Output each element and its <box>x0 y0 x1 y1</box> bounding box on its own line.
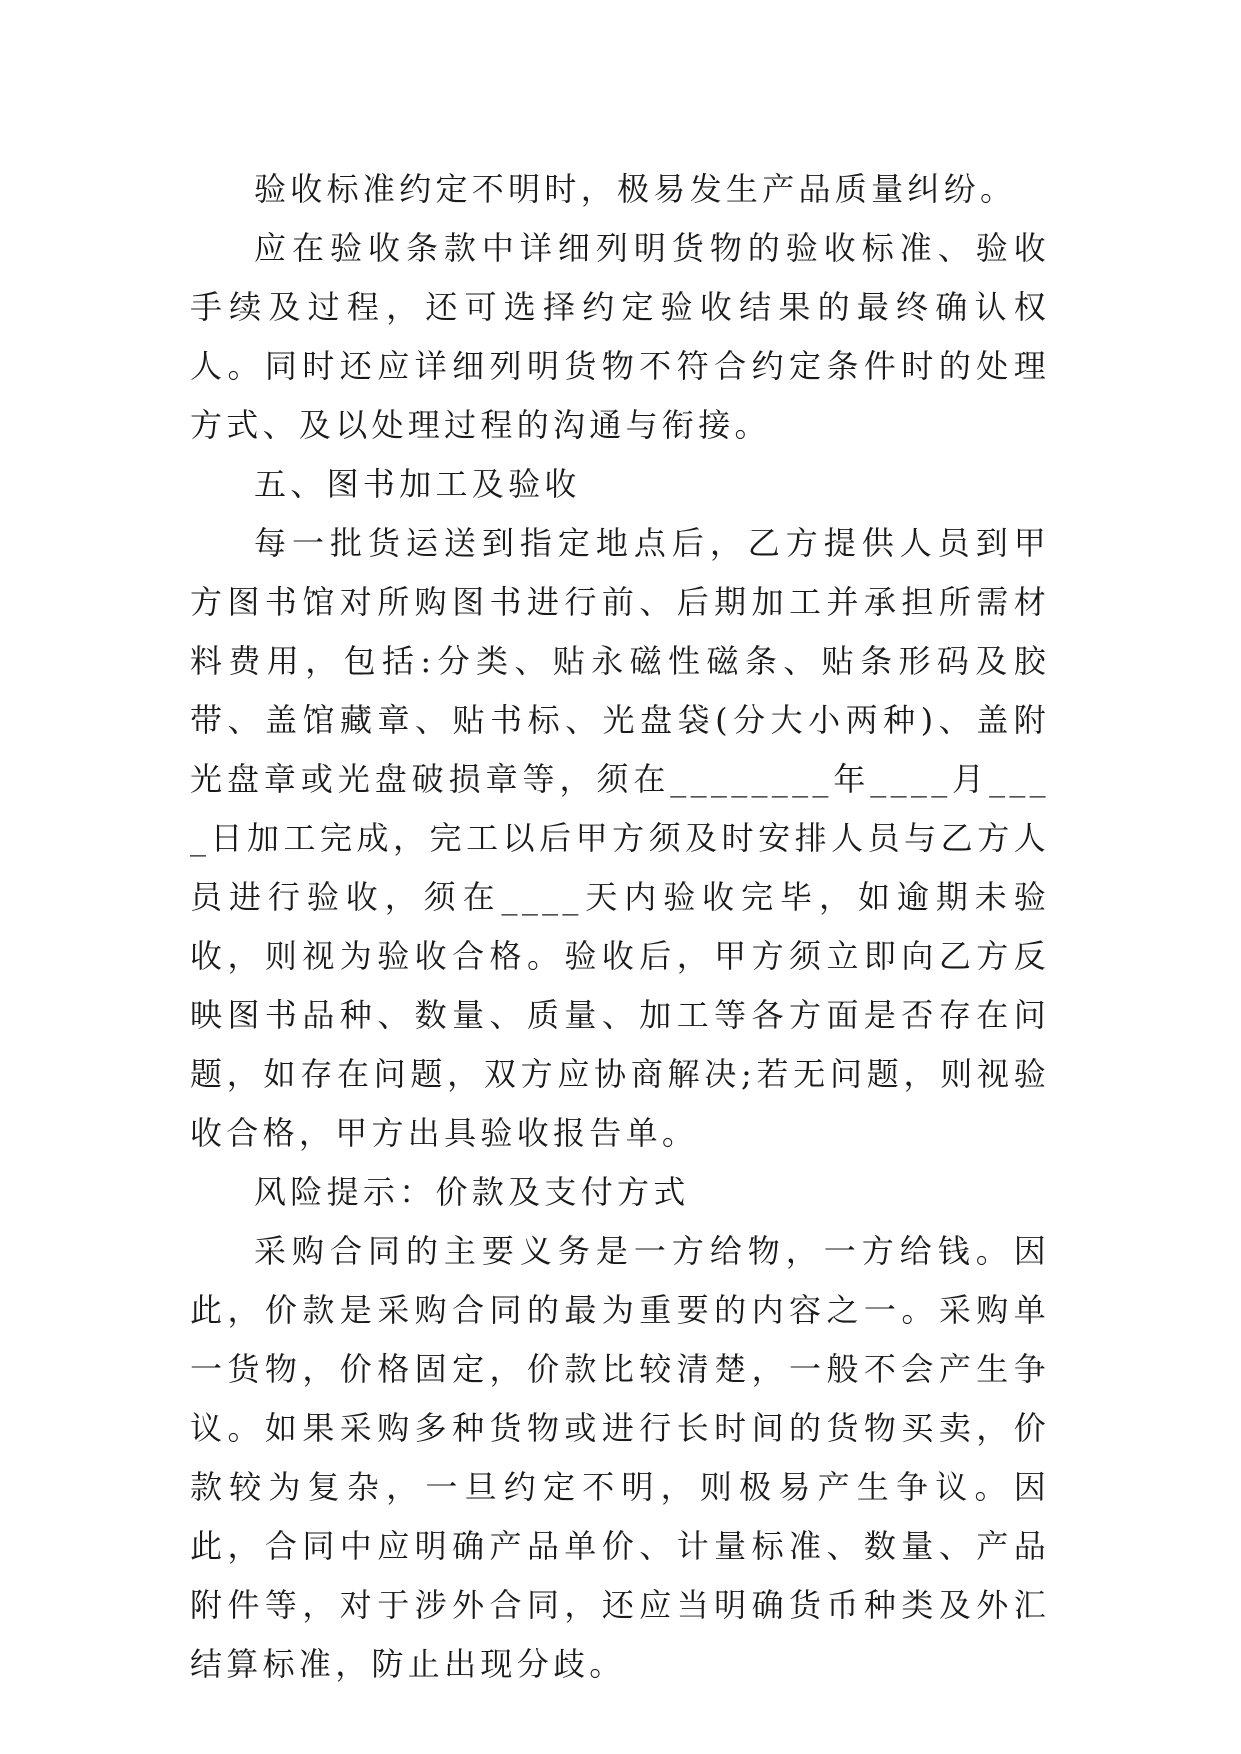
paragraph-acceptance-clause: 应在验收条款中详细列明货物的验收标准、验收手续及过程，还可选择约定验收结果的最终确认权人。同时还应详细列明货物不符合约定条件时的处理方式、及以处理过程的沟通与衔接。 <box>190 229 1050 444</box>
document-body <box>190 160 1050 1694</box>
section-heading-risk-payment: 风险提示：价款及支付方式 <box>254 1173 690 1211</box>
paragraph-acceptance-standard: 验收标准约定不明时，极易发生产品质量纠纷。 <box>254 170 1017 208</box>
paragraph-payment-terms: 采购合同的主要义务是一方给物，一方给钱。因此，价款是采购合同的最为重要的内容之一。采购单一货物，价格固定，价款比较清楚，一般不会产生争议。如果采购多种货物或进行长时间的货物买卖，价款较为复杂，一旦约定不明，则极易产生争议。因此，合同中应明确产品单价、计量标准、数量、产品附件等，对于涉外合同，还应当明确货币种类及外汇结算标准，防止出现分歧。 <box>190 1232 1050 1683</box>
paragraph-book-processing: 每一批货运送到指定地点后，乙方提供人员到甲方图书馆对所购图书进行前、后期加工并承担所需材料费用，包括:分类、贴永磁性磁条、贴条形码及胶带、盖馆藏章、贴书标、光盘袋(分大小两种)、盖附光盘章或光盘破损章等，须在________年____月____日加工完成，完工以后甲方须及时安排人员与乙方人员进行验收，须在____天内验收完毕，如逾期未验收，则视为验收合格。验收后，甲方须立即向乙方反映图书品种、数量、质量、加工等各方面是否存在问题，如存在问题，双方应协商解决;若无问题，则视验收合格，甲方出具验收报告单。 <box>190 524 1050 1152</box>
section-heading-book-processing: 五、图书加工及验收 <box>254 465 581 503</box>
